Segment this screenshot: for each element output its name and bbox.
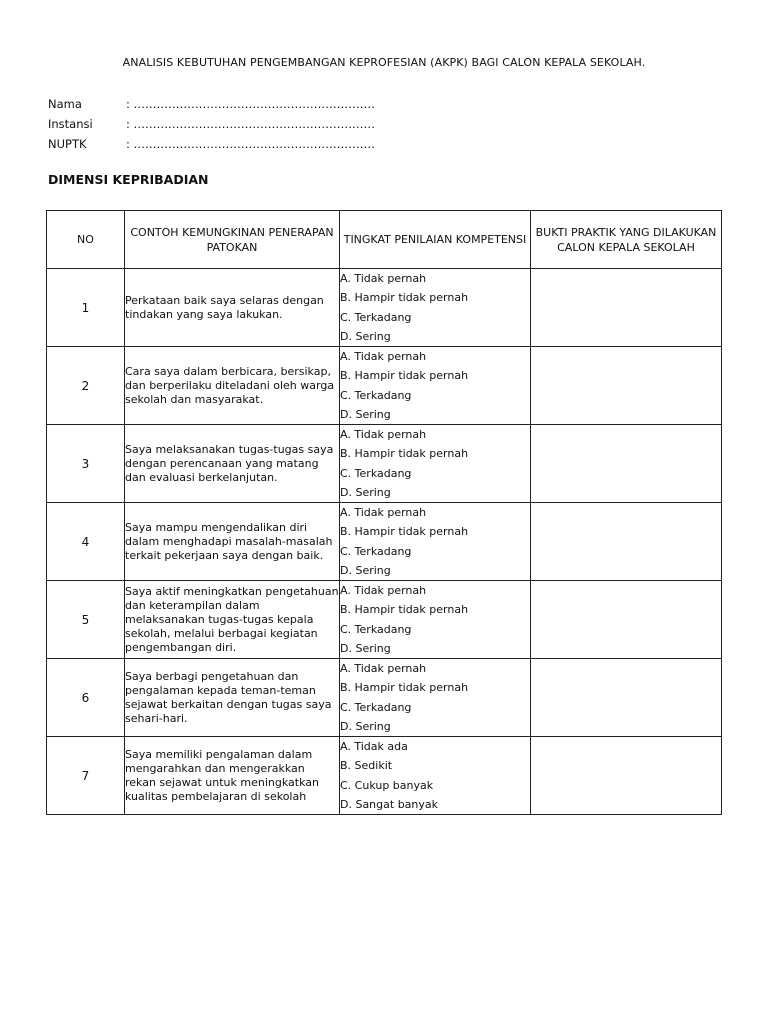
- row-options: [340, 425, 531, 503]
- identity-field-instansi[interactable]: : ………………………………………………………: [126, 117, 376, 131]
- option-d[interactable]: D. Sangat banyak: [340, 797, 439, 811]
- row-options: [340, 737, 531, 815]
- table-row: [47, 425, 722, 503]
- table-row: [47, 581, 722, 659]
- identity-label: Instansi: [48, 117, 93, 131]
- option-d[interactable]: D. Sering: [340, 641, 391, 655]
- option-d[interactable]: D. Sering: [340, 329, 391, 343]
- option-c[interactable]: C. Terkadang: [340, 700, 412, 714]
- row-number: 6: [47, 659, 125, 737]
- row-options: [340, 503, 531, 581]
- option-d[interactable]: D. Sering: [340, 563, 391, 577]
- header-no: NO: [47, 211, 125, 269]
- identity-block: [48, 94, 448, 154]
- row-proof-field[interactable]: [531, 581, 722, 659]
- row-number: 2: [47, 347, 125, 425]
- row-statement: Saya melaksanakan tugas-tugas saya dengan perencanaan yang matang dan evaluasi berkelanjutan.: [125, 425, 340, 503]
- option-a[interactable]: A. Tidak ada: [340, 740, 408, 753]
- row-statement: Saya aktif meningkatkan pengetahuan dan keterampilan dalam melaksanakan tugas-tugas kepala sekolah, melalui berbagai kegiatan pengembangan diri.: [125, 581, 340, 659]
- option-a[interactable]: A. Tidak pernah: [340, 584, 427, 597]
- row-number: 7: [47, 737, 125, 815]
- table-row: [47, 503, 722, 581]
- row-statement: Perkataan baik saya selaras dengan tindakan yang saya lakukan.: [125, 269, 340, 347]
- row-number: 3: [47, 425, 125, 503]
- table-row: [47, 347, 722, 425]
- row-options: [340, 581, 531, 659]
- option-c[interactable]: C. Terkadang: [340, 622, 412, 636]
- assessment-table: [46, 210, 722, 815]
- option-b[interactable]: B. Hampir tidak pernah: [340, 603, 469, 617]
- option-b[interactable]: B. Hampir tidak pernah: [340, 369, 469, 383]
- row-statement: Saya memiliki pengalaman dalam mengarahkan dan mengerakkan rekan sejawat untuk meningkatkan kualitas pembelajaran di sekolah: [125, 737, 340, 815]
- option-a[interactable]: A. Tidak pernah: [340, 350, 427, 363]
- header-statement: CONTOH KEMUNGKINAN PENERAPAN PATOKAN: [125, 211, 340, 269]
- identity-row-instansi: [48, 114, 448, 134]
- identity-label: Nama: [48, 97, 82, 111]
- option-a[interactable]: A. Tidak pernah: [340, 272, 427, 285]
- row-proof-field[interactable]: [531, 269, 722, 347]
- table-header-row: [47, 211, 722, 269]
- option-c[interactable]: C. Terkadang: [340, 466, 412, 480]
- row-proof-field[interactable]: [531, 659, 722, 737]
- option-b[interactable]: B. Hampir tidak pernah: [340, 447, 469, 461]
- row-number: 1: [47, 269, 125, 347]
- table-row: [47, 269, 722, 347]
- header-proof: BUKTI PRAKTIK YANG DILAKUKAN CALON KEPALA SEKOLAH: [531, 211, 722, 269]
- row-number: 4: [47, 503, 125, 581]
- identity-row-nuptk: [48, 134, 448, 154]
- row-proof-field[interactable]: [531, 425, 722, 503]
- identity-field-nuptk[interactable]: : ………………………………………………………: [126, 137, 376, 151]
- option-d[interactable]: D. Sering: [340, 719, 391, 733]
- option-b[interactable]: B. Sedikit: [340, 759, 393, 773]
- row-statement: Saya mampu mengendalikan diri dalam menghadapi masalah-masalah terkait pekerjaan saya dengan baik.: [125, 503, 340, 581]
- row-options: [340, 347, 531, 425]
- row-options: [340, 269, 531, 347]
- option-c[interactable]: C. Terkadang: [340, 544, 412, 558]
- row-statement: Saya berbagi pengetahuan dan pengalaman kepada teman-teman sejawat berkaitan dengan tugas saya sehari-hari.: [125, 659, 340, 737]
- option-c[interactable]: C. Terkadang: [340, 388, 412, 402]
- table-row: [47, 737, 722, 815]
- row-statement: Cara saya dalam berbicara, bersikap, dan berperilaku diteladani oleh warga sekolah dan masyarakat.: [125, 347, 340, 425]
- header-rating: TINGKAT PENILAIAN KOMPETENSI: [340, 211, 531, 269]
- section-title: DIMENSI KEPRIBADIAN: [48, 172, 209, 187]
- row-options: [340, 659, 531, 737]
- option-b[interactable]: B. Hampir tidak pernah: [340, 681, 469, 695]
- option-c[interactable]: C. Terkadang: [340, 310, 412, 324]
- row-proof-field[interactable]: [531, 737, 722, 815]
- option-c[interactable]: C. Cukup banyak: [340, 778, 434, 792]
- option-b[interactable]: B. Hampir tidak pernah: [340, 291, 469, 305]
- identity-row-nama: [48, 94, 448, 114]
- row-proof-field[interactable]: [531, 347, 722, 425]
- option-d[interactable]: D. Sering: [340, 485, 391, 499]
- identity-label: NUPTK: [48, 137, 87, 151]
- identity-field-nama[interactable]: : ………………………………………………………: [126, 97, 376, 111]
- option-a[interactable]: A. Tidak pernah: [340, 428, 427, 441]
- option-a[interactable]: A. Tidak pernah: [340, 506, 427, 519]
- row-number: 5: [47, 581, 125, 659]
- table-row: [47, 659, 722, 737]
- row-proof-field[interactable]: [531, 503, 722, 581]
- option-b[interactable]: B. Hampir tidak pernah: [340, 525, 469, 539]
- option-a[interactable]: A. Tidak pernah: [340, 662, 427, 675]
- option-d[interactable]: D. Sering: [340, 407, 391, 421]
- document-title: ANALISIS KEBUTUHAN PENGEMBANGAN KEPROFESIAN (AKPK) BAGI CALON KEPALA SEKOLAH.: [122, 56, 646, 69]
